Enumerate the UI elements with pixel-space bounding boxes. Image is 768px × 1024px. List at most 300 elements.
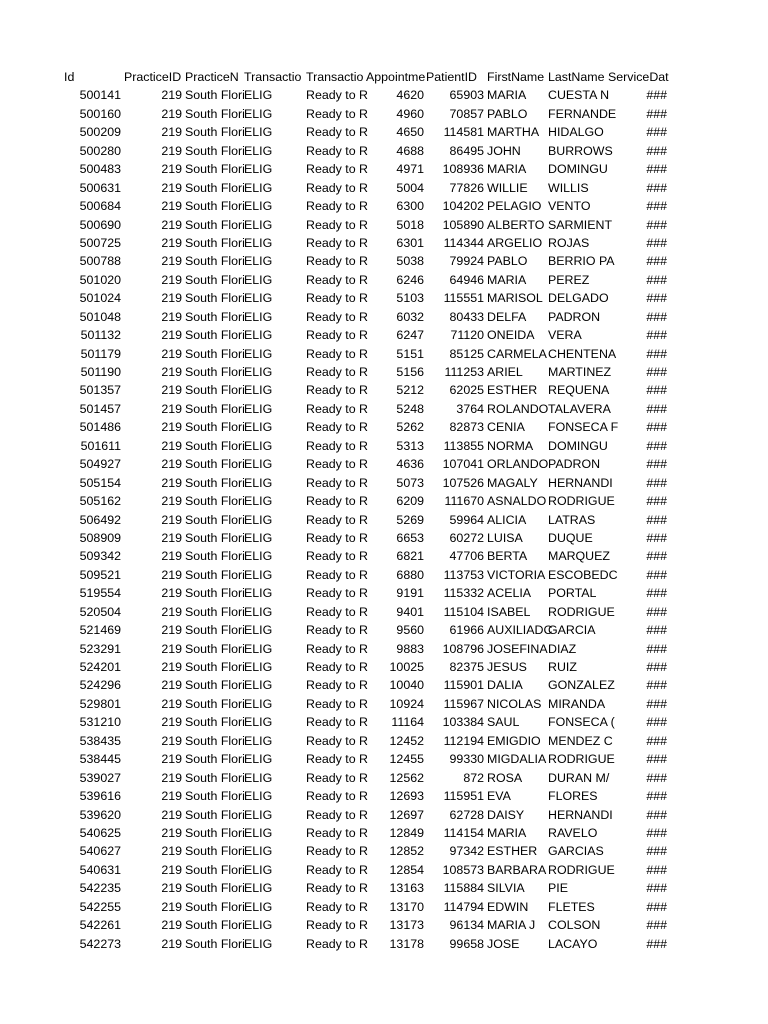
cell-practice-id[interactable]: 219 bbox=[161, 180, 182, 195]
cell-first-name[interactable]: ACELIA bbox=[487, 586, 532, 601]
cell-first-name[interactable]: LUISA bbox=[487, 530, 523, 545]
cell-transaction-type[interactable]: ELIG bbox=[244, 254, 273, 269]
cell-transaction-status[interactable]: Ready to R bbox=[306, 660, 368, 674]
cell-patient-id[interactable]: 115104 bbox=[443, 604, 484, 619]
cell-transaction-type[interactable]: ELIG bbox=[244, 235, 273, 250]
cell-transaction-status[interactable]: Ready to R bbox=[306, 457, 368, 472]
cell-appointment[interactable]: 12455 bbox=[389, 752, 424, 767]
cell-last-name[interactable]: CUESTA N bbox=[548, 88, 610, 103]
cell-transaction-status[interactable]: Ready to R bbox=[306, 807, 368, 822]
cell-transaction-type[interactable]: ELIG bbox=[244, 530, 273, 545]
cell-id[interactable]: 501457 bbox=[79, 401, 121, 416]
cell-transaction-status[interactable]: Ready to R bbox=[306, 254, 368, 269]
cell-last-name[interactable]: FERNANDE bbox=[548, 106, 617, 121]
cell-transaction-status[interactable]: Ready to R bbox=[306, 715, 368, 730]
cell-practice-name[interactable]: South Flori bbox=[185, 438, 245, 453]
cell-transaction-status[interactable]: Ready to R bbox=[306, 530, 368, 545]
cell-appointment[interactable]: 9560 bbox=[396, 623, 424, 638]
cell-id[interactable]: 523291 bbox=[79, 641, 121, 656]
cell-patient-id[interactable]: 115332 bbox=[443, 586, 484, 601]
cell-transaction-type[interactable]: ELIG bbox=[244, 512, 273, 527]
cell-service-date[interactable]: ### bbox=[646, 401, 667, 416]
cell-appointment[interactable]: 9883 bbox=[396, 641, 424, 656]
cell-practice-id[interactable]: 219 bbox=[161, 420, 182, 435]
cell-patient-id[interactable]: 62025 bbox=[449, 383, 484, 398]
cell-practice-id[interactable]: 219 bbox=[161, 733, 182, 748]
cell-service-date[interactable]: ### bbox=[646, 125, 667, 140]
cell-practice-name[interactable]: South Flori bbox=[185, 604, 245, 619]
cell-first-name[interactable]: VICTORIA bbox=[487, 567, 546, 582]
cell-service-date[interactable]: ### bbox=[646, 475, 667, 490]
cell-id[interactable]: 501357 bbox=[79, 383, 121, 398]
cell-service-date[interactable]: ### bbox=[646, 604, 667, 619]
cell-last-name[interactable]: WILLIS bbox=[548, 180, 589, 195]
cell-patient-id[interactable]: 115951 bbox=[443, 789, 484, 804]
cell-first-name[interactable]: BERTA bbox=[487, 549, 528, 564]
cell-last-name[interactable]: MARTINEZ bbox=[548, 365, 612, 379]
cell-practice-id[interactable]: 219 bbox=[161, 641, 182, 656]
cell-practice-id[interactable]: 219 bbox=[161, 162, 182, 177]
cell-practice-id[interactable]: 219 bbox=[161, 660, 182, 674]
cell-id[interactable]: 500725 bbox=[79, 235, 121, 250]
cell-first-name[interactable]: EVA bbox=[487, 789, 511, 804]
cell-practice-id[interactable]: 219 bbox=[161, 272, 182, 287]
cell-practice-id[interactable]: 219 bbox=[161, 586, 182, 601]
cell-transaction-type[interactable]: ELIG bbox=[244, 272, 273, 287]
cell-practice-name[interactable]: South Flori bbox=[185, 309, 245, 324]
cell-transaction-status[interactable]: Ready to R bbox=[306, 623, 368, 638]
cell-practice-id[interactable]: 219 bbox=[161, 199, 182, 214]
cell-transaction-status[interactable]: Ready to R bbox=[306, 604, 368, 619]
cell-transaction-status[interactable]: Ready to R bbox=[306, 125, 368, 140]
cell-last-name[interactable]: DOMINGU bbox=[548, 162, 608, 177]
cell-transaction-type[interactable]: ELIG bbox=[244, 199, 273, 214]
cell-id[interactable]: 501486 bbox=[79, 420, 121, 435]
cell-transaction-type[interactable]: ELIG bbox=[244, 88, 273, 103]
cell-appointment[interactable]: 10025 bbox=[389, 660, 424, 674]
cell-transaction-type[interactable]: ELIG bbox=[244, 346, 273, 361]
cell-id[interactable]: 501024 bbox=[79, 291, 121, 306]
cell-service-date[interactable]: ### bbox=[646, 346, 667, 361]
cell-practice-id[interactable]: 219 bbox=[161, 401, 182, 416]
header-last-name[interactable]: LastName bbox=[548, 70, 605, 84]
cell-id[interactable]: 540625 bbox=[79, 825, 121, 840]
cell-service-date[interactable]: ### bbox=[646, 807, 667, 822]
cell-patient-id[interactable]: 107526 bbox=[442, 475, 484, 490]
cell-appointment[interactable]: 6247 bbox=[396, 328, 424, 343]
cell-practice-id[interactable]: 219 bbox=[161, 715, 182, 730]
cell-appointment[interactable]: 12693 bbox=[389, 789, 424, 804]
cell-last-name[interactable]: GARCIA bbox=[548, 623, 596, 638]
header-practice-name[interactable]: PracticeN bbox=[185, 70, 239, 84]
cell-first-name[interactable]: NORMA bbox=[487, 438, 534, 453]
cell-practice-id[interactable]: 219 bbox=[161, 235, 182, 250]
cell-first-name[interactable]: ESTHER bbox=[487, 844, 538, 859]
cell-transaction-status[interactable]: Ready to R bbox=[306, 383, 368, 398]
cell-last-name[interactable]: HERNANDI bbox=[548, 807, 613, 822]
cell-first-name[interactable]: CARMELA bbox=[487, 346, 547, 361]
cell-transaction-type[interactable]: ELIG bbox=[244, 162, 273, 177]
cell-practice-name[interactable]: South Flori bbox=[185, 180, 245, 195]
cell-practice-id[interactable]: 219 bbox=[161, 549, 182, 564]
cell-appointment[interactable]: 10924 bbox=[389, 696, 424, 711]
cell-service-date[interactable]: ### bbox=[646, 733, 667, 748]
cell-transaction-type[interactable]: ELIG bbox=[244, 862, 273, 877]
cell-appointment[interactable]: 13163 bbox=[389, 881, 424, 896]
cell-patient-id[interactable]: 77826 bbox=[449, 180, 484, 195]
cell-practice-id[interactable]: 219 bbox=[161, 881, 182, 896]
cell-transaction-status[interactable]: Ready to R bbox=[306, 438, 368, 453]
cell-practice-id[interactable]: 219 bbox=[161, 217, 182, 232]
cell-first-name[interactable]: CENIA bbox=[487, 420, 525, 435]
cell-service-date[interactable]: ### bbox=[646, 383, 667, 398]
cell-practice-name[interactable]: South Flori bbox=[185, 549, 245, 564]
cell-practice-name[interactable]: South Flori bbox=[185, 383, 245, 398]
cell-practice-name[interactable]: South Flori bbox=[185, 825, 245, 840]
cell-practice-id[interactable]: 219 bbox=[161, 825, 182, 840]
cell-service-date[interactable]: ### bbox=[646, 567, 667, 582]
cell-last-name[interactable]: VENTO bbox=[548, 199, 591, 214]
cell-service-date[interactable]: ### bbox=[646, 106, 667, 121]
cell-transaction-type[interactable]: ELIG bbox=[244, 715, 273, 730]
cell-last-name[interactable]: PADRON bbox=[548, 457, 601, 472]
cell-first-name[interactable]: BARBARA bbox=[487, 862, 547, 877]
cell-appointment[interactable]: 6653 bbox=[396, 530, 424, 545]
cell-appointment[interactable]: 11164 bbox=[391, 715, 424, 730]
cell-id[interactable]: 539620 bbox=[79, 807, 121, 822]
cell-practice-name[interactable]: South Flori bbox=[185, 881, 245, 896]
cell-patient-id[interactable]: 108936 bbox=[442, 162, 484, 177]
cell-appointment[interactable]: 12697 bbox=[389, 807, 424, 822]
cell-practice-name[interactable]: South Flori bbox=[185, 328, 245, 343]
cell-first-name[interactable]: MARIA bbox=[487, 162, 527, 177]
cell-transaction-type[interactable]: ELIG bbox=[244, 660, 273, 674]
cell-practice-id[interactable]: 219 bbox=[161, 291, 182, 306]
cell-appointment[interactable]: 5103 bbox=[396, 291, 424, 306]
cell-patient-id[interactable]: 114154 bbox=[443, 825, 484, 840]
cell-last-name[interactable]: RODRIGUE bbox=[548, 752, 615, 767]
cell-transaction-status[interactable]: Ready to R bbox=[306, 346, 368, 361]
cell-patient-id[interactable]: 59964 bbox=[449, 512, 484, 527]
cell-last-name[interactable]: RAVELO bbox=[548, 825, 598, 840]
cell-service-date[interactable]: ### bbox=[646, 862, 667, 877]
cell-transaction-type[interactable]: ELIG bbox=[244, 549, 273, 564]
cell-service-date[interactable]: ### bbox=[646, 549, 667, 564]
cell-first-name[interactable]: ALBERTO bbox=[487, 217, 545, 232]
cell-service-date[interactable]: ### bbox=[646, 530, 667, 545]
cell-patient-id[interactable]: 113855 bbox=[443, 438, 484, 453]
cell-id[interactable]: 540631 bbox=[79, 862, 121, 877]
cell-id[interactable]: 500788 bbox=[79, 254, 121, 269]
cell-last-name[interactable]: HERNANDI bbox=[548, 475, 613, 490]
cell-practice-name[interactable]: South Flori bbox=[185, 660, 245, 674]
cell-patient-id[interactable]: 80433 bbox=[449, 309, 484, 324]
cell-transaction-type[interactable]: ELIG bbox=[244, 936, 273, 951]
cell-practice-name[interactable]: South Flori bbox=[185, 899, 245, 914]
cell-service-date[interactable]: ### bbox=[646, 844, 667, 859]
cell-id[interactable]: 500690 bbox=[79, 217, 121, 232]
cell-transaction-type[interactable]: ELIG bbox=[244, 807, 273, 822]
cell-practice-id[interactable]: 219 bbox=[161, 936, 182, 951]
cell-appointment[interactable]: 4688 bbox=[396, 143, 424, 158]
cell-last-name[interactable]: FLORES bbox=[548, 789, 598, 804]
cell-first-name[interactable]: MARIA bbox=[487, 272, 527, 287]
cell-last-name[interactable]: VERA bbox=[548, 328, 582, 343]
cell-id[interactable]: 504927 bbox=[79, 457, 121, 472]
cell-id[interactable]: 531210 bbox=[79, 715, 121, 730]
cell-id[interactable]: 542261 bbox=[79, 918, 121, 933]
cell-practice-name[interactable]: South Flori bbox=[185, 106, 245, 121]
cell-practice-id[interactable]: 219 bbox=[161, 789, 182, 804]
cell-last-name[interactable]: ESCOBEDC bbox=[548, 567, 618, 582]
cell-appointment[interactable]: 5269 bbox=[396, 512, 424, 527]
cell-patient-id[interactable]: 85125 bbox=[449, 346, 484, 361]
cell-patient-id[interactable]: 112194 bbox=[443, 733, 484, 748]
cell-first-name[interactable]: MARIA bbox=[487, 825, 527, 840]
cell-transaction-type[interactable]: ELIG bbox=[244, 328, 273, 343]
cell-transaction-status[interactable]: Ready to R bbox=[306, 549, 368, 564]
cell-last-name[interactable]: REQUENA bbox=[548, 383, 610, 398]
cell-appointment[interactable]: 5262 bbox=[396, 420, 424, 435]
cell-patient-id[interactable]: 107041 bbox=[442, 457, 484, 472]
cell-last-name[interactable]: ROJAS bbox=[548, 235, 590, 250]
cell-last-name[interactable]: RODRIGUE bbox=[548, 604, 615, 619]
cell-service-date[interactable]: ### bbox=[646, 623, 667, 638]
cell-id[interactable]: 501048 bbox=[79, 309, 121, 324]
cell-first-name[interactable]: ROSA bbox=[487, 770, 523, 785]
cell-transaction-status[interactable]: Ready to R bbox=[306, 401, 368, 416]
cell-last-name[interactable]: RUIZ bbox=[548, 660, 577, 674]
cell-practice-name[interactable]: South Flori bbox=[185, 199, 245, 214]
cell-patient-id[interactable]: 114581 bbox=[443, 125, 484, 140]
cell-practice-name[interactable]: South Flori bbox=[185, 420, 245, 435]
cell-practice-id[interactable]: 219 bbox=[161, 604, 182, 619]
cell-patient-id[interactable]: 111253 bbox=[444, 365, 484, 379]
cell-service-date[interactable]: ### bbox=[646, 641, 667, 656]
cell-last-name[interactable]: HIDALGO bbox=[548, 125, 604, 140]
cell-practice-id[interactable]: 219 bbox=[161, 678, 182, 693]
cell-last-name[interactable]: LATRAS bbox=[548, 512, 596, 527]
cell-id[interactable]: 500280 bbox=[79, 143, 121, 158]
cell-practice-id[interactable]: 219 bbox=[161, 106, 182, 121]
cell-id[interactable]: 501611 bbox=[80, 438, 121, 453]
cell-transaction-type[interactable]: ELIG bbox=[244, 825, 273, 840]
cell-last-name[interactable]: FLETES bbox=[548, 899, 595, 914]
cell-transaction-status[interactable]: Ready to R bbox=[306, 752, 368, 767]
cell-practice-id[interactable]: 219 bbox=[161, 696, 182, 711]
cell-first-name[interactable]: JOSEFINA bbox=[487, 641, 548, 656]
header-service-date[interactable]: ServiceDat bbox=[608, 70, 669, 84]
cell-practice-name[interactable]: South Flori bbox=[185, 88, 245, 103]
cell-patient-id[interactable]: 60272 bbox=[449, 530, 484, 545]
cell-id[interactable]: 500209 bbox=[79, 125, 121, 140]
cell-id[interactable]: 509521 bbox=[79, 567, 121, 582]
cell-practice-id[interactable]: 219 bbox=[161, 512, 182, 527]
header-transaction-type[interactable]: Transactio bbox=[244, 70, 302, 84]
cell-practice-name[interactable]: South Flori bbox=[185, 235, 245, 250]
cell-practice-id[interactable]: 219 bbox=[161, 88, 182, 103]
cell-first-name[interactable]: NICOLAS bbox=[487, 696, 542, 711]
cell-appointment[interactable]: 4636 bbox=[396, 457, 424, 472]
cell-transaction-type[interactable]: ELIG bbox=[244, 383, 273, 398]
cell-transaction-status[interactable]: Ready to R bbox=[306, 328, 368, 343]
cell-practice-id[interactable]: 219 bbox=[161, 807, 182, 822]
cell-patient-id[interactable]: 872 bbox=[463, 770, 484, 785]
cell-transaction-type[interactable]: ELIG bbox=[244, 770, 273, 785]
cell-service-date[interactable]: ### bbox=[646, 899, 667, 914]
cell-transaction-status[interactable]: Ready to R bbox=[306, 199, 368, 214]
cell-appointment[interactable]: 5313 bbox=[396, 438, 424, 453]
cell-first-name[interactable]: PABLO bbox=[487, 254, 528, 269]
cell-transaction-status[interactable]: Ready to R bbox=[306, 899, 368, 914]
cell-practice-name[interactable]: South Flori bbox=[185, 936, 245, 951]
cell-first-name[interactable]: AUXILIADC bbox=[487, 623, 553, 638]
cell-practice-name[interactable]: South Flori bbox=[185, 586, 245, 601]
cell-transaction-status[interactable]: Ready to R bbox=[306, 512, 368, 527]
cell-practice-name[interactable]: South Flori bbox=[185, 217, 245, 232]
cell-patient-id[interactable]: 113753 bbox=[443, 567, 484, 582]
cell-id[interactable]: 520504 bbox=[79, 604, 121, 619]
cell-id[interactable]: 538445 bbox=[79, 752, 121, 767]
cell-service-date[interactable]: ### bbox=[646, 88, 667, 103]
cell-practice-id[interactable]: 219 bbox=[161, 494, 182, 509]
cell-transaction-status[interactable]: Ready to R bbox=[306, 365, 368, 379]
cell-transaction-status[interactable]: Ready to R bbox=[306, 88, 368, 103]
cell-appointment[interactable]: 12854 bbox=[389, 862, 424, 877]
cell-last-name[interactable]: TALAVERA bbox=[548, 401, 611, 416]
cell-transaction-status[interactable]: Ready to R bbox=[306, 789, 368, 804]
cell-transaction-type[interactable]: ELIG bbox=[244, 106, 273, 121]
cell-id[interactable]: 542255 bbox=[79, 899, 121, 914]
cell-first-name[interactable]: ARIEL bbox=[487, 365, 523, 379]
cell-patient-id[interactable]: 96134 bbox=[449, 918, 484, 933]
cell-practice-id[interactable]: 219 bbox=[161, 346, 182, 361]
cell-transaction-status[interactable]: Ready to R bbox=[306, 143, 368, 158]
cell-practice-id[interactable]: 219 bbox=[161, 918, 182, 933]
cell-transaction-status[interactable]: Ready to R bbox=[306, 235, 368, 250]
cell-patient-id[interactable]: 99330 bbox=[449, 752, 484, 767]
cell-service-date[interactable]: ### bbox=[646, 715, 667, 730]
cell-id[interactable]: 501179 bbox=[80, 346, 121, 361]
cell-first-name[interactable]: PELAGIO bbox=[487, 199, 542, 214]
cell-first-name[interactable]: WILLIE bbox=[487, 180, 528, 195]
cell-id[interactable]: 521469 bbox=[79, 623, 121, 638]
cell-last-name[interactable]: DURAN M/ bbox=[548, 770, 610, 785]
cell-first-name[interactable]: MARISOL bbox=[487, 291, 543, 306]
cell-patient-id[interactable]: 64946 bbox=[449, 272, 484, 287]
cell-patient-id[interactable]: 71120 bbox=[450, 328, 484, 343]
cell-transaction-status[interactable]: Ready to R bbox=[306, 291, 368, 306]
cell-service-date[interactable]: ### bbox=[646, 365, 667, 379]
cell-service-date[interactable]: ### bbox=[646, 881, 667, 896]
cell-practice-id[interactable]: 219 bbox=[161, 770, 182, 785]
cell-practice-name[interactable]: South Flori bbox=[185, 365, 245, 379]
cell-id[interactable]: 500483 bbox=[79, 162, 121, 177]
cell-last-name[interactable]: BURROWS bbox=[548, 143, 613, 158]
cell-transaction-type[interactable]: ELIG bbox=[244, 180, 273, 195]
cell-transaction-type[interactable]: ELIG bbox=[244, 881, 273, 896]
cell-last-name[interactable]: SARMIENT bbox=[548, 217, 613, 232]
cell-transaction-type[interactable]: ELIG bbox=[244, 696, 273, 711]
cell-practice-name[interactable]: South Flori bbox=[185, 346, 245, 361]
cell-id[interactable]: 524296 bbox=[79, 678, 121, 693]
cell-appointment[interactable]: 6032 bbox=[396, 309, 424, 324]
cell-transaction-type[interactable]: ELIG bbox=[244, 641, 273, 656]
cell-appointment[interactable]: 5018 bbox=[396, 217, 424, 232]
cell-first-name[interactable]: EMIGDIO bbox=[487, 733, 541, 748]
cell-practice-name[interactable]: South Flori bbox=[185, 862, 245, 877]
cell-patient-id[interactable]: 47706 bbox=[449, 549, 484, 564]
cell-id[interactable]: 529801 bbox=[79, 696, 121, 711]
cell-last-name[interactable]: FONSECA ( bbox=[548, 715, 615, 730]
cell-transaction-status[interactable]: Ready to R bbox=[306, 494, 368, 509]
cell-id[interactable]: 500160 bbox=[79, 106, 121, 121]
cell-service-date[interactable]: ### bbox=[646, 143, 667, 158]
cell-transaction-status[interactable]: Ready to R bbox=[306, 678, 368, 693]
cell-practice-name[interactable]: South Flori bbox=[185, 494, 245, 509]
cell-practice-id[interactable]: 219 bbox=[161, 623, 182, 638]
cell-first-name[interactable]: JOHN bbox=[487, 143, 521, 158]
cell-service-date[interactable]: ### bbox=[646, 696, 667, 711]
cell-service-date[interactable]: ### bbox=[646, 586, 667, 601]
cell-patient-id[interactable]: 114794 bbox=[443, 899, 484, 914]
cell-transaction-type[interactable]: ELIG bbox=[244, 586, 273, 601]
cell-appointment[interactable]: 4620 bbox=[396, 88, 424, 103]
cell-transaction-status[interactable]: Ready to R bbox=[306, 918, 368, 933]
cell-patient-id[interactable]: 104202 bbox=[442, 199, 484, 214]
cell-appointment[interactable]: 13178 bbox=[389, 936, 424, 951]
cell-patient-id[interactable]: 82873 bbox=[449, 420, 484, 435]
cell-practice-id[interactable]: 219 bbox=[161, 475, 182, 490]
cell-appointment[interactable]: 9191 bbox=[396, 586, 424, 601]
cell-last-name[interactable]: FONSECA F bbox=[548, 420, 619, 435]
cell-id[interactable]: 501020 bbox=[79, 272, 121, 287]
cell-first-name[interactable]: JESUS bbox=[487, 660, 527, 674]
cell-practice-name[interactable]: South Flori bbox=[185, 457, 245, 472]
cell-transaction-status[interactable]: Ready to R bbox=[306, 770, 368, 785]
cell-first-name[interactable]: ASNALDO bbox=[487, 494, 547, 509]
cell-last-name[interactable]: COLSON bbox=[548, 918, 601, 933]
cell-appointment[interactable]: 5038 bbox=[396, 254, 424, 269]
header-practice-id[interactable]: PracticeID bbox=[124, 70, 182, 84]
cell-practice-name[interactable]: South Flori bbox=[185, 715, 245, 730]
cell-service-date[interactable]: ### bbox=[646, 420, 667, 435]
cell-appointment[interactable]: 12562 bbox=[389, 770, 424, 785]
cell-patient-id[interactable]: 115884 bbox=[443, 881, 484, 896]
cell-service-date[interactable]: ### bbox=[646, 162, 667, 177]
cell-id[interactable]: 539027 bbox=[79, 770, 121, 785]
cell-last-name[interactable]: PEREZ bbox=[548, 272, 590, 287]
cell-service-date[interactable]: ### bbox=[646, 660, 667, 674]
cell-first-name[interactable]: ESTHER bbox=[487, 383, 538, 398]
cell-practice-name[interactable]: South Flori bbox=[185, 696, 245, 711]
cell-id[interactable]: 505162 bbox=[79, 494, 121, 509]
cell-practice-id[interactable]: 219 bbox=[161, 143, 182, 158]
cell-transaction-status[interactable]: Ready to R bbox=[306, 844, 368, 859]
cell-patient-id[interactable]: 65903 bbox=[449, 88, 484, 103]
cell-transaction-status[interactable]: Ready to R bbox=[306, 420, 368, 435]
cell-practice-name[interactable]: South Flori bbox=[185, 733, 245, 748]
cell-last-name[interactable]: MENDEZ C bbox=[548, 733, 613, 748]
cell-first-name[interactable]: MARIA bbox=[487, 88, 527, 103]
cell-first-name[interactable]: DALIA bbox=[487, 678, 523, 693]
cell-last-name[interactable]: DIAZ bbox=[548, 641, 577, 656]
cell-practice-id[interactable]: 219 bbox=[161, 752, 182, 767]
cell-transaction-type[interactable]: ELIG bbox=[244, 309, 273, 324]
cell-id[interactable]: 501190 bbox=[80, 365, 121, 379]
cell-service-date[interactable]: ### bbox=[646, 291, 667, 306]
cell-id[interactable]: 542235 bbox=[79, 881, 121, 896]
